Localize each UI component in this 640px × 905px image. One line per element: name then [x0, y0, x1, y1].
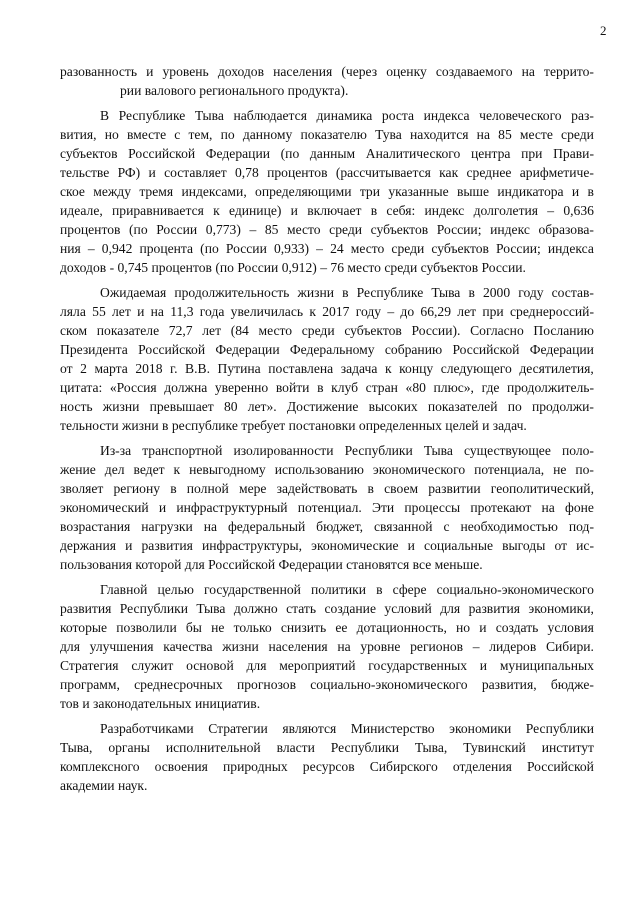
- paragraph-transport-isolation: [60, 441, 594, 574]
- text-line: Тыва, органы исполнительной власти Республики Тыва, Тувинский институт: [60, 740, 594, 755]
- text-line: Из-за транспортной изолированности Республики Тыва существующее поло-: [100, 443, 594, 458]
- paragraph-life-expectancy: [60, 283, 594, 435]
- text-line: пользования которой для Российской Федерации становятся все меньше.: [60, 557, 483, 572]
- text-line: Стратегия служит основой для мероприятий государственных и муниципальных: [60, 658, 594, 673]
- text-line: цитата: «Россия должна уверенно войти в клуб стран «80 плюс», где продолжитель-: [60, 380, 594, 395]
- text-line: идеале, приравнивается к единице) и включает в себя: индекс долголетия – 0,636: [60, 203, 594, 218]
- text-line: от 2 марта 2018 г. В.В. Путина поставлена задача к концу следующего десятилетия,: [60, 361, 594, 376]
- text-line: субъектов Российской Федерации (по данным Аналитического центра при Прави-: [60, 146, 594, 161]
- text-line: комплексного освоения природных ресурсов Сибирского отделения Российской: [60, 759, 594, 774]
- text-line: Главной целью государственной политики в сфере социально-экономического: [100, 582, 594, 597]
- text-line: В Республике Тыва наблюдается динамика роста индекса человеческого раз-: [100, 108, 594, 123]
- text-line: разованность и уровень доходов населения (через оценку создаваемого на террито-: [60, 64, 594, 79]
- text-line: Разработчиками Стратегии являются Министерство экономики Республики: [100, 721, 594, 736]
- text-line: Президента Российской Федерации Федеральному собранию Российской Федерации: [60, 342, 594, 357]
- text-line: Ожидаемая продолжительность жизни в Республике Тыва в 2000 году состав-: [100, 285, 594, 300]
- text-line: вития, но вместе с тем, по данному показателю Тува находится на 85 месте среди: [60, 127, 594, 142]
- text-line: тельности жизни в республике требует постановки определенных целей и задач.: [60, 418, 527, 433]
- text-line: тов и законодательных инициатив.: [60, 696, 261, 711]
- text-line: тельстве РФ) и составляет 0,78 процентов (рассчитывается как среднее арифметиче-: [60, 165, 594, 180]
- text-line: ляла 55 лет и на 11,3 года увеличилась к 2017 году – до 66,29 лет при среднероссий-: [60, 304, 594, 319]
- text-line: держания и развития инфраструктуры, экономические и социальные выгоды от ис-: [60, 538, 594, 553]
- page-number: 2: [600, 23, 607, 38]
- text-line: академии наук.: [60, 778, 148, 793]
- text-line: для улучшения качества жизни населения на уровне регионов – лидеров Сибири.: [60, 639, 594, 654]
- text-line: ское между тремя индексами, определяющими три указанные выше индикатора и в: [60, 184, 594, 199]
- text-line: развития Республики Тыва должно стать создание условий для развития экономики,: [60, 601, 594, 616]
- paragraph-continuation: [60, 62, 594, 100]
- text-line: зволяет региону в полной мере задействовать в своем развитии геополитический,: [60, 481, 594, 496]
- text-line: ния – 0,942 процента (по России 0,933) – 24 место среди субъектов России; индекса: [60, 241, 594, 256]
- text-line: рии валового регионального продукта).: [120, 83, 349, 98]
- text-line: которые позволили бы не только снизить ее дотационность, но и создать условия: [60, 620, 594, 635]
- text-line: программ, среднесрочных прогнозов социально-экономического развития, бюдже-: [60, 677, 594, 692]
- document-body: [60, 62, 594, 801]
- text-line: экономический и инфраструктурный потенциал. Эти процессы протекают на фоне: [60, 500, 594, 515]
- text-line: ность жизни превышает 80 лет». Достижение высоких показателей по продолжи-: [60, 399, 594, 414]
- text-line: процентов (по России 0,773) – 85 место среди субъектов России; индекс образова-: [60, 222, 594, 237]
- text-line: доходов - 0,745 процентов (по России 0,912) – 76 место среди субъектов России.: [60, 260, 526, 275]
- paragraph-policy-goal: [60, 580, 594, 713]
- paragraph-developers: [60, 719, 594, 795]
- text-line: ском показателе 72,7 лет (84 место среди субъектов России). Согласно Посланию: [60, 323, 594, 338]
- text-line: жение дел ведет к невыгодному использованию экономического потенциала, не по-: [60, 462, 594, 477]
- paragraph-human-development-index: [60, 106, 594, 277]
- text-line: возрастания нагрузки на федеральный бюджет, связанной с необходимостью под-: [60, 519, 594, 534]
